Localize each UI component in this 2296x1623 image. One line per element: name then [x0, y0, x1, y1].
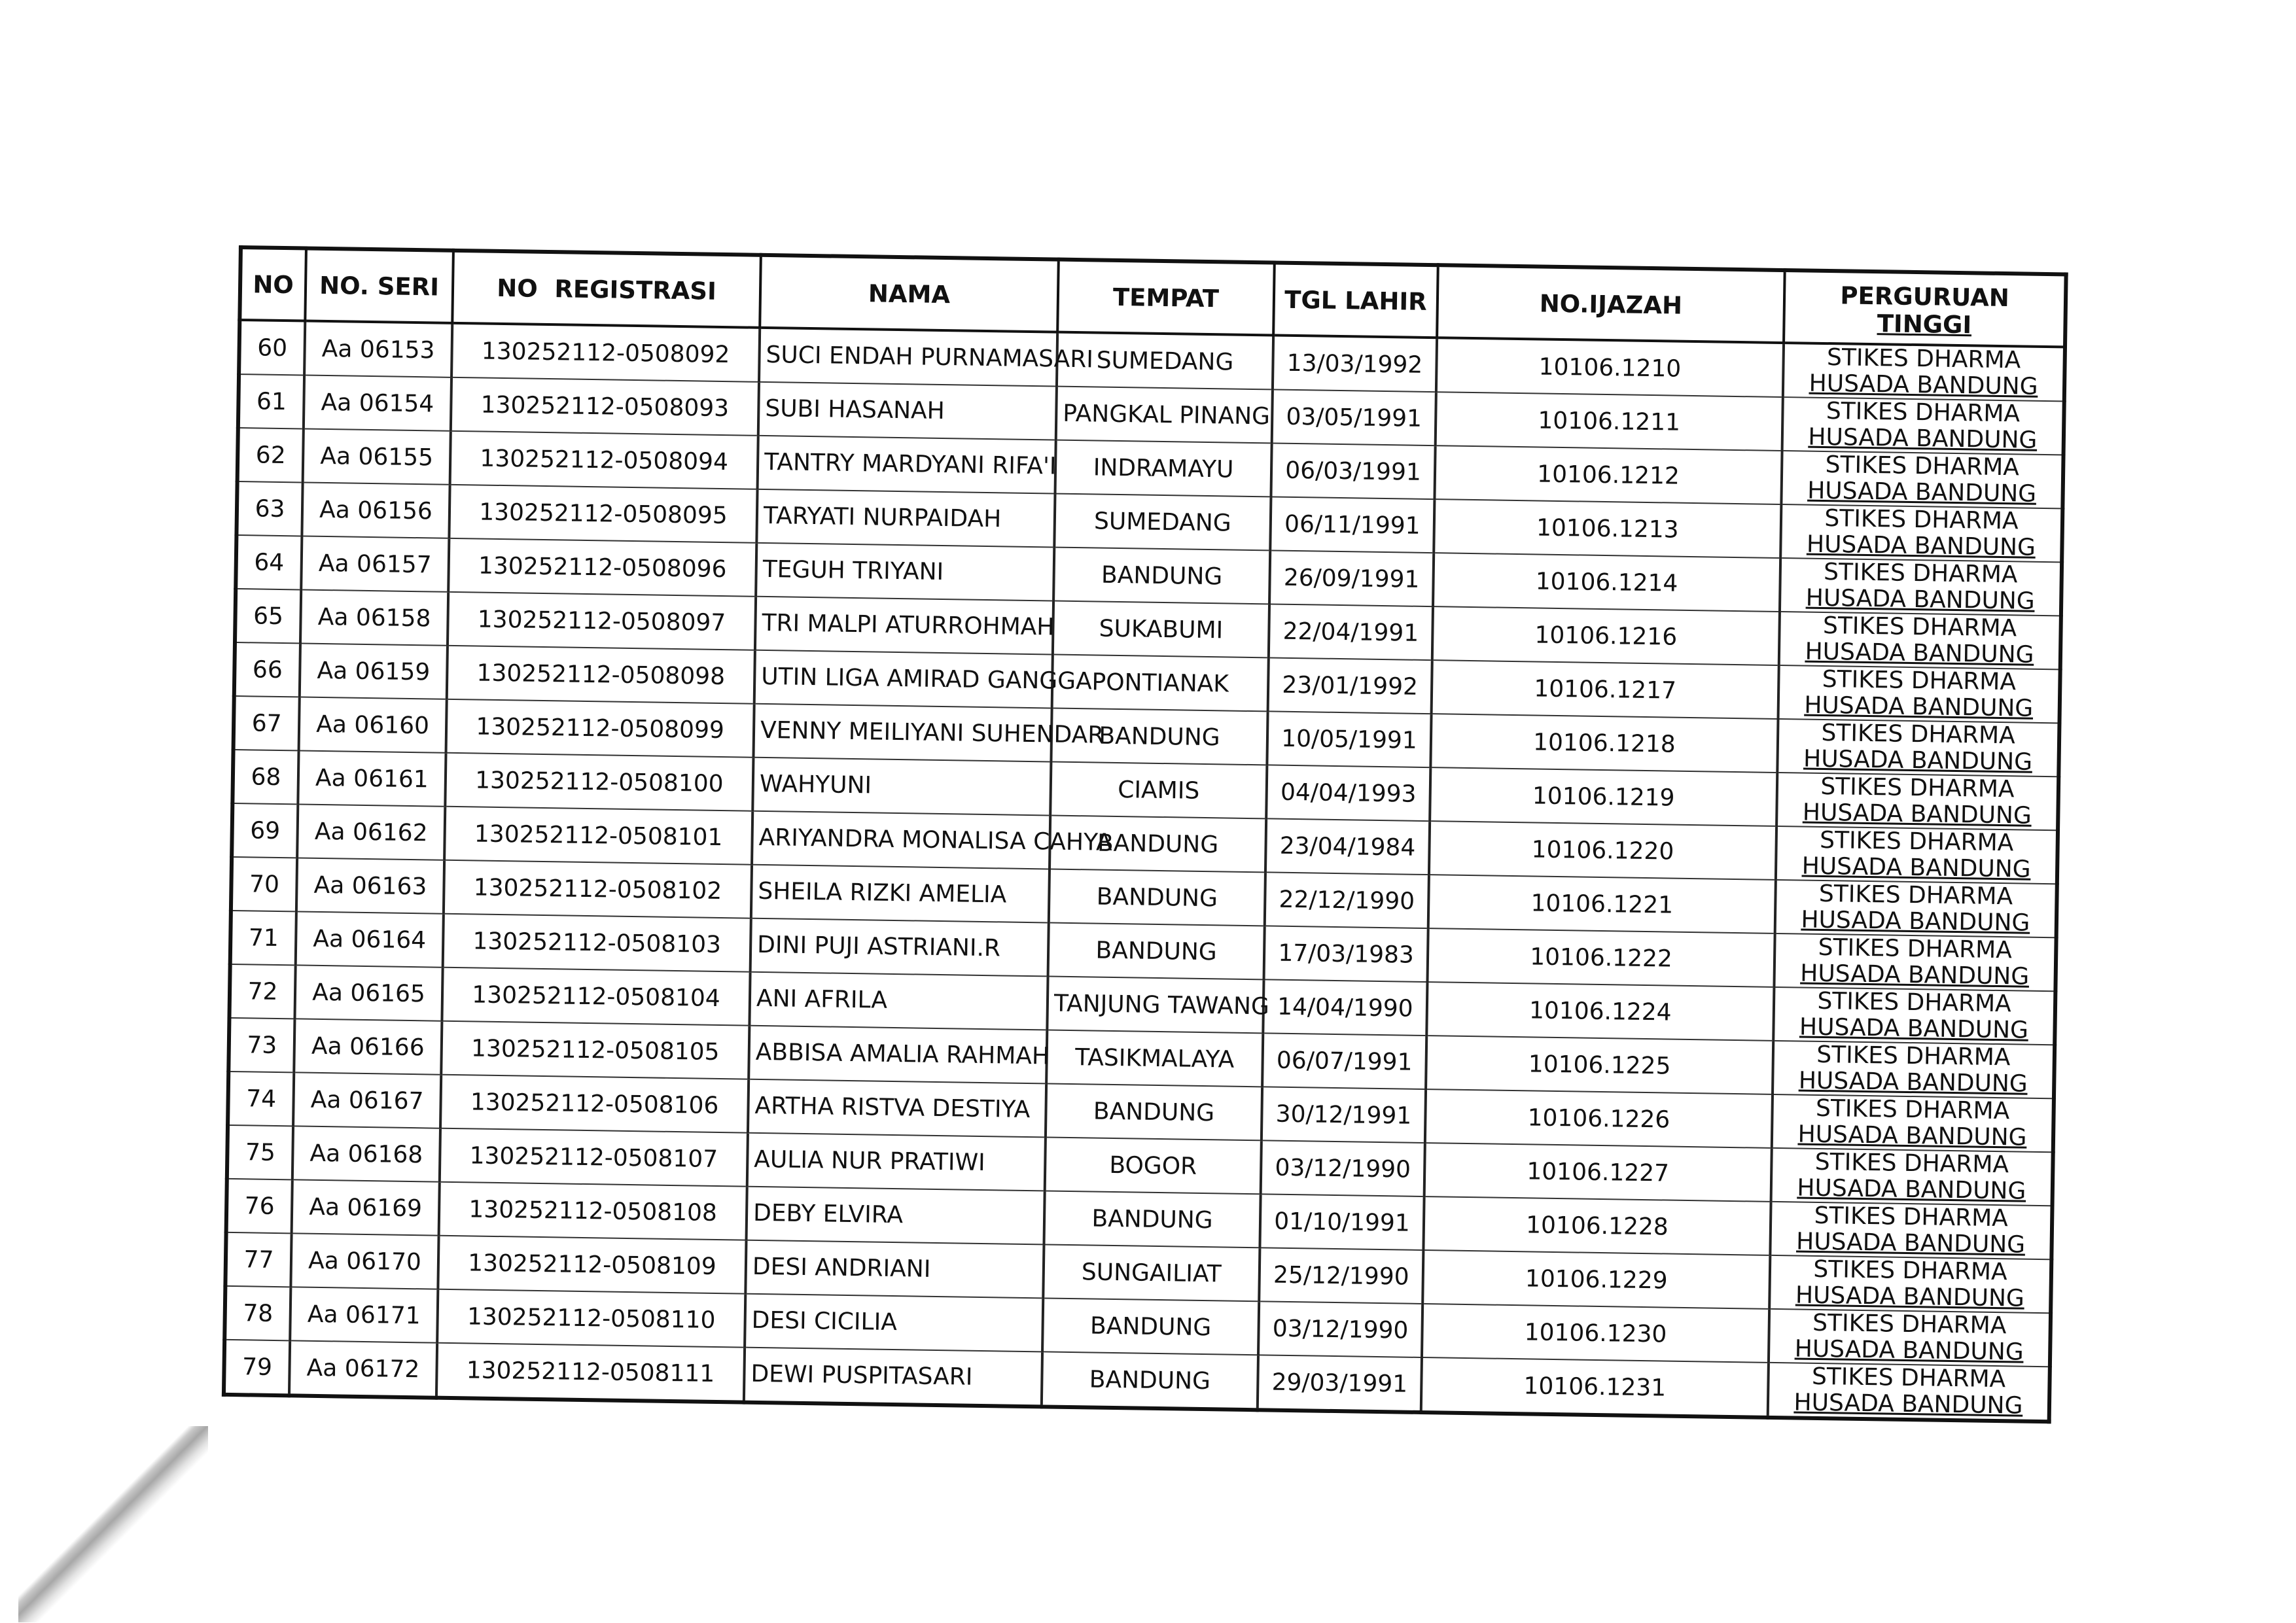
cell-tempat: PANGKAL PINANG: [1056, 387, 1273, 444]
cell-perguruan-tinggi: [1774, 934, 2056, 991]
cell-nama: ARIYANDRA MONALISA CAHYA: [752, 811, 1050, 869]
perguruan-line1: STIKES DHARMA: [1825, 451, 2020, 481]
cell-nama: DESI ANDRIANI: [745, 1240, 1044, 1299]
cell-tempat: BANDUNG: [1044, 1191, 1260, 1248]
cell-no-registrasi: 130252112-0508108: [439, 1182, 747, 1240]
cell-perguruan-tinggi: [1777, 719, 2059, 777]
cell-perguruan-tinggi: [1769, 1309, 2051, 1367]
perguruan-line1: STIKES DHARMA: [1826, 398, 2021, 428]
cell-tgl-lahir: 03/05/1991: [1272, 389, 1436, 445]
cell-no-ijazah: 10106.1226: [1425, 1089, 1773, 1148]
cell-no-seri: Aa 06156: [302, 482, 450, 538]
cell-tempat: INDRAMAYU: [1055, 440, 1272, 497]
cell-no: 74: [228, 1072, 294, 1126]
cell-no: 64: [236, 535, 302, 589]
cell-tgl-lahir: 03/12/1990: [1261, 1140, 1425, 1196]
cell-no-ijazah: 10106.1229: [1422, 1250, 1770, 1309]
perguruan-line2: HUSADA BANDUNG: [1795, 1282, 2025, 1312]
cell-no-registrasi: 130252112-0508101: [444, 807, 752, 865]
perguruan-line2: HUSADA BANDUNG: [1798, 1067, 2028, 1098]
cell-no-ijazah: 10106.1221: [1428, 875, 1776, 934]
cell-tempat: BOGOR: [1045, 1137, 1262, 1194]
cell-no-registrasi: 130252112-0508096: [448, 538, 756, 597]
perguruan-line2: HUSADA BANDUNG: [1804, 691, 2034, 722]
cell-no-seri: Aa 06172: [289, 1340, 437, 1397]
cell-perguruan-tinggi: [1769, 1255, 2051, 1313]
cell-no-seri: Aa 06169: [292, 1179, 440, 1235]
cell-no-registrasi: 130252112-0508092: [451, 323, 760, 382]
cell-no-registrasi: 130252112-0508100: [445, 753, 753, 811]
cell-no: 60: [239, 320, 305, 375]
scanner-shadow-mark: [18, 1426, 208, 1622]
cell-no-registrasi: 130252112-0508102: [444, 860, 752, 918]
cell-no-registrasi: 130252112-0508093: [451, 377, 759, 436]
perguruan-line1: STIKES DHARMA: [1826, 344, 2021, 374]
cell-tgl-lahir: 22/04/1991: [1269, 604, 1433, 660]
cell-nama: TRI MALPI ATURROHMAH: [755, 597, 1053, 655]
cell-nama: TARYATI NURPAIDAH: [756, 489, 1055, 548]
cell-nama: SUBI HASANAH: [758, 382, 1057, 440]
header-no-registrasi: NO REGISTRASI: [452, 251, 761, 328]
cell-no-registrasi: 130252112-0508095: [449, 485, 757, 543]
cell-nama: SHEILA RIZKI AMELIA: [751, 865, 1050, 923]
perguruan-line1: STIKES DHARMA: [1814, 1202, 2009, 1232]
cell-no-ijazah: 10106.1222: [1427, 928, 1775, 987]
perguruan-line2: HUSADA BANDUNG: [1805, 584, 2035, 615]
cell-tgl-lahir: 13/03/1992: [1273, 335, 1437, 392]
cell-no: 78: [224, 1286, 291, 1340]
cell-no: 75: [227, 1125, 293, 1179]
cell-no-registrasi: 130252112-0508110: [437, 1289, 745, 1348]
cell-no-registrasi: 130252112-0508097: [448, 592, 756, 650]
cell-no-ijazah: 10106.1219: [1430, 767, 1777, 826]
cell-tempat: PONTIANAK: [1052, 655, 1269, 712]
cell-perguruan-tinggi: [1783, 343, 2065, 401]
cell-tempat: BANDUNG: [1053, 548, 1270, 604]
header-no-ijazah: NO.IJAZAH: [1437, 265, 1785, 343]
cell-tgl-lahir: 29/03/1991: [1258, 1355, 1422, 1412]
perguruan-line2: HUSADA BANDUNG: [1794, 1335, 2024, 1366]
cell-tempat: CIAMIS: [1050, 762, 1267, 819]
cell-no-registrasi: 130252112-0508107: [440, 1128, 748, 1187]
cell-no-seri: Aa 06157: [301, 536, 449, 591]
cell-tempat: BANDUNG: [1051, 708, 1267, 765]
perguruan-line2: HUSADA BANDUNG: [1809, 370, 2038, 400]
header-no: NO: [239, 247, 306, 321]
cell-tgl-lahir: 06/07/1991: [1262, 1033, 1426, 1089]
perguruan-line1: STIKES DHARMA: [1821, 719, 2016, 750]
perguruan-line2: HUSADA BANDUNG: [1805, 638, 2034, 669]
perguruan-line2: HUSADA BANDUNG: [1797, 1174, 2026, 1205]
cell-no-seri: Aa 06160: [299, 697, 447, 752]
perguruan-line1: STIKES DHARMA: [1813, 1255, 2007, 1286]
cell-no-seri: Aa 06165: [294, 965, 442, 1021]
cell-no: 70: [231, 857, 297, 911]
header-perguruan-tinggi: [1784, 270, 2066, 347]
cell-tgl-lahir: 26/09/1991: [1269, 550, 1434, 606]
table-body: [224, 320, 2065, 1422]
perguruan-line2: HUSADA BANDUNG: [1808, 423, 2038, 454]
cell-tempat: SUKABUMI: [1053, 601, 1269, 658]
cell-nama: WAHYUNI: [752, 758, 1051, 816]
cell-no: 73: [228, 1018, 294, 1072]
cell-tgl-lahir: 25/12/1990: [1259, 1248, 1423, 1304]
cell-perguruan-tinggi: [1778, 665, 2060, 723]
cell-tgl-lahir: 10/05/1991: [1267, 711, 1431, 767]
cell-nama: SUCI ENDAH PURNAMASARI: [759, 328, 1057, 387]
cell-tgl-lahir: 23/01/1992: [1268, 657, 1432, 714]
cell-perguruan-tinggi: [1776, 773, 2058, 830]
perguruan-line1: STIKES DHARMA: [1820, 773, 2015, 803]
cell-no-registrasi: 130252112-0508109: [438, 1236, 746, 1294]
perguruan-line1: STIKES DHARMA: [1815, 1094, 2010, 1125]
cell-tgl-lahir: 22/12/1990: [1265, 872, 1429, 928]
perguruan-line2: HUSADA BANDUNG: [1795, 1228, 2026, 1259]
cell-tgl-lahir: 17/03/1983: [1264, 926, 1428, 982]
perguruan-line1: STIKES DHARMA: [1814, 1148, 2009, 1179]
cell-nama: DESI CICILIA: [745, 1294, 1043, 1352]
cell-perguruan-tinggi: [1782, 397, 2064, 455]
perguruan-line1: STIKES DHARMA: [1819, 826, 2014, 857]
perguruan-line1: STIKES DHARMA: [1811, 1363, 2006, 1393]
cell-no-seri: Aa 06166: [294, 1019, 442, 1074]
cell-tempat: BANDUNG: [1042, 1298, 1259, 1355]
cell-no: 77: [225, 1232, 291, 1287]
cell-no-registrasi: 130252112-0508111: [436, 1343, 745, 1403]
cell-no-registrasi: 130252112-0508094: [450, 431, 758, 489]
cell-perguruan-tinggi: [1768, 1363, 2050, 1422]
cell-nama: ARTHA RISTVA DESTIYA: [748, 1079, 1046, 1138]
header-perguruan-line2: TINGGI: [1877, 309, 1972, 340]
cell-no-ijazah: 10106.1218: [1430, 714, 1778, 773]
header-perguruan-line1: PERGURUAN: [1840, 281, 2010, 313]
perguruan-line2: HUSADA BANDUNG: [1807, 477, 2037, 508]
perguruan-line2: HUSADA BANDUNG: [1803, 745, 2033, 776]
cell-no-ijazah: 10106.1230: [1422, 1304, 1769, 1363]
cell-perguruan-tinggi: [1772, 1094, 2054, 1152]
cell-no-ijazah: 10106.1231: [1421, 1357, 1769, 1418]
header-tgl-lahir: TGL LAHIR: [1273, 262, 1438, 338]
cell-no-seri: Aa 06170: [291, 1233, 438, 1289]
cell-no: 68: [232, 750, 298, 804]
cell-no-ijazah: 10106.1224: [1426, 982, 1774, 1041]
cell-no: 66: [234, 642, 300, 697]
cell-tempat: BANDUNG: [1042, 1352, 1258, 1410]
cell-no-ijazah: 10106.1220: [1429, 821, 1776, 880]
cell-no-ijazah: 10106.1211: [1436, 392, 1783, 451]
cell-tempat: BANDUNG: [1048, 922, 1265, 979]
cell-no: 65: [235, 589, 301, 643]
perguruan-line1: STIKES DHARMA: [1823, 558, 2018, 589]
cell-nama: DEBY ELVIRA: [747, 1187, 1045, 1245]
cell-tempat: SUMEDANG: [1054, 494, 1271, 551]
cell-perguruan-tinggi: [1776, 826, 2058, 884]
cell-no: 63: [236, 481, 302, 536]
header-no-seri: NO. SERI: [305, 249, 453, 323]
perguruan-line1: STIKES DHARMA: [1818, 934, 2013, 964]
cell-no-registrasi: 130252112-0508106: [440, 1075, 749, 1133]
cell-no: 76: [226, 1179, 292, 1233]
cell-no-seri: Aa 06158: [300, 589, 448, 645]
cell-no-seri: Aa 06164: [296, 911, 444, 967]
perguruan-line1: STIKES DHARMA: [1818, 880, 2013, 911]
cell-no: 72: [229, 964, 295, 1019]
cell-nama: UTIN LIGA AMIRAD GANGGA: [754, 650, 1053, 708]
cell-no-registrasi: 130252112-0508099: [446, 699, 754, 758]
cell-tgl-lahir: 03/12/1990: [1258, 1301, 1422, 1357]
cell-no: 71: [230, 911, 296, 965]
cell-nama: VENNY MEILIYANI SUHENDAR: [753, 704, 1051, 762]
cell-no: 79: [224, 1340, 290, 1395]
cell-no-seri: Aa 06159: [300, 643, 448, 699]
cell-no-seri: Aa 06153: [304, 321, 452, 377]
cell-tgl-lahir: 14/04/1990: [1263, 979, 1427, 1036]
document-page: [222, 245, 2064, 1423]
cell-no-ijazah: 10106.1214: [1433, 553, 1780, 612]
header-nama: NAMA: [760, 255, 1059, 332]
cell-perguruan-tinggi: [1779, 612, 2061, 669]
perguruan-line2: HUSADA BANDUNG: [1793, 1389, 2023, 1420]
perguruan-line2: HUSADA BANDUNG: [1801, 852, 2031, 883]
cell-no-ijazah: 10106.1217: [1432, 660, 1779, 719]
cell-no-registrasi: 130252112-0508105: [441, 1021, 749, 1079]
perguruan-line1: STIKES DHARMA: [1822, 665, 2017, 696]
cell-no-seri: Aa 06168: [292, 1126, 440, 1181]
cell-nama: DEWI PUSPITASARI: [744, 1348, 1042, 1407]
cell-no: 69: [232, 803, 298, 858]
cell-nama: TANTRY MARDYANI RIFA'I: [758, 436, 1056, 494]
cell-no-registrasi: 130252112-0508104: [442, 968, 750, 1026]
cell-perguruan-tinggi: [1780, 558, 2062, 616]
cell-no: 61: [238, 374, 304, 428]
cell-tempat: TANJUNG TAWANG: [1047, 976, 1263, 1033]
cell-tempat: BANDUNG: [1049, 869, 1265, 926]
perguruan-line1: STIKES DHARMA: [1812, 1309, 2007, 1340]
cell-perguruan-tinggi: [1780, 504, 2062, 562]
cell-no-seri: Aa 06163: [296, 858, 444, 913]
cell-perguruan-tinggi: [1781, 451, 2063, 508]
perguruan-line2: HUSADA BANDUNG: [1799, 1013, 2029, 1044]
header-tempat: TEMPAT: [1057, 260, 1275, 336]
cell-nama: TEGUH TRIYANI: [756, 543, 1054, 601]
cell-no-seri: Aa 06155: [303, 428, 451, 484]
cell-tgl-lahir: 30/12/1991: [1262, 1087, 1426, 1143]
cell-no-seri: Aa 06167: [293, 1072, 441, 1128]
perguruan-line1: STIKES DHARMA: [1816, 1041, 2011, 1072]
cell-no-ijazah: 10106.1216: [1432, 606, 1780, 665]
cell-nama: ABBISA AMALIA RAHMAH: [749, 1026, 1047, 1084]
cell-tgl-lahir: 06/11/1991: [1270, 497, 1434, 553]
perguruan-line1: STIKES DHARMA: [1824, 504, 2019, 535]
cell-nama: AULIA NUR PRATIWI: [747, 1133, 1046, 1191]
cell-tempat: BANDUNG: [1046, 1083, 1262, 1140]
cell-perguruan-tinggi: [1771, 1148, 2053, 1206]
cell-tempat: BANDUNG: [1050, 815, 1266, 872]
cell-no-ijazah: 10106.1227: [1424, 1143, 1772, 1202]
cell-no-seri: Aa 06171: [290, 1287, 438, 1342]
cell-nama: ANI AFRILA: [749, 972, 1048, 1030]
cell-no-ijazah: 10106.1213: [1434, 499, 1781, 558]
perguruan-line1: STIKES DHARMA: [1817, 987, 2012, 1018]
registration-table: [222, 245, 2068, 1423]
cell-no-ijazah: 10106.1228: [1423, 1196, 1771, 1255]
perguruan-line2: HUSADA BANDUNG: [1797, 1121, 2027, 1151]
cell-no-ijazah: 10106.1212: [1434, 445, 1782, 504]
cell-tempat: SUMEDANG: [1057, 332, 1273, 390]
cell-tgl-lahir: 01/10/1991: [1260, 1194, 1424, 1250]
cell-no: 67: [234, 696, 300, 750]
cell-perguruan-tinggi: [1775, 880, 2057, 937]
cell-tempat: TASIKMALAYA: [1046, 1030, 1263, 1087]
cell-no-ijazah: 10106.1210: [1436, 338, 1784, 397]
cell-no-registrasi: 130252112-0508103: [443, 914, 751, 972]
cell-perguruan-tinggi: [1773, 1041, 2055, 1098]
cell-tgl-lahir: 23/04/1984: [1265, 818, 1430, 875]
perguruan-line2: HUSADA BANDUNG: [1800, 960, 2030, 990]
perguruan-line2: HUSADA BANDUNG: [1802, 799, 2032, 829]
cell-perguruan-tinggi: [1770, 1202, 2052, 1259]
cell-no-seri: Aa 06162: [297, 804, 445, 860]
cell-tgl-lahir: 04/04/1993: [1266, 765, 1430, 821]
cell-perguruan-tinggi: [1773, 987, 2055, 1045]
perguruan-line2: HUSADA BANDUNG: [1801, 906, 2030, 937]
cell-no-registrasi: 130252112-0508098: [447, 646, 755, 704]
perguruan-line1: STIKES DHARMA: [1822, 612, 2017, 642]
cell-tgl-lahir: 06/03/1991: [1271, 443, 1435, 499]
cell-tempat: SUNGAILIAT: [1043, 1244, 1260, 1301]
perguruan-line2: HUSADA BANDUNG: [1806, 531, 2036, 561]
cell-no: 62: [238, 428, 304, 482]
cell-no-seri: Aa 06161: [298, 750, 446, 806]
cell-no-ijazah: 10106.1225: [1426, 1036, 1773, 1094]
cell-no-seri: Aa 06154: [304, 375, 451, 431]
cell-nama: DINI PUJI ASTRIANI.R: [751, 918, 1049, 977]
